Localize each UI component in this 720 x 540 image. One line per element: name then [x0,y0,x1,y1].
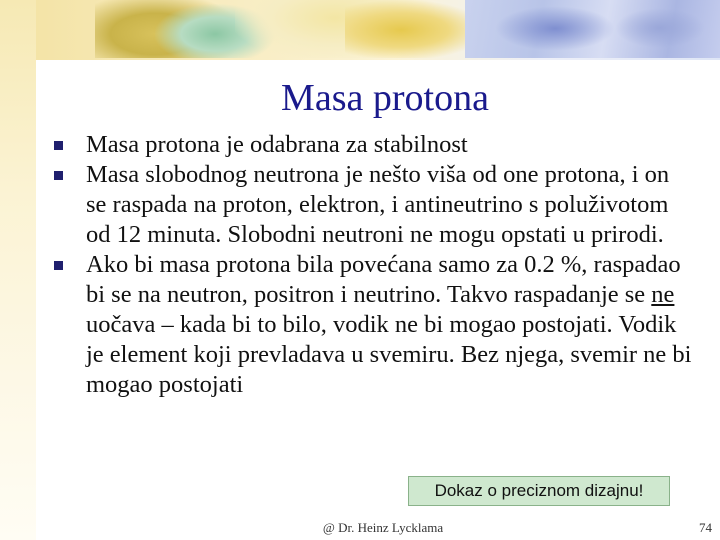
bullet-item-3 [52,250,692,400]
bullet-text-1: Masa protona je odabrana za stabilnost [86,131,468,158]
callout-box: Dokaz o preciznom dizajnu! [408,476,670,506]
bullet-text-2: Masa slobodnog neutrona je nešto viša od one protona, i on se raspada na proton, elektron, i antineutrino s poluživotom od 12 minuta. Slobodni neutroni ne mogu opstati u prirodi. [86,161,670,248]
square-bullet-icon [54,261,63,270]
bullet-item-1 [52,130,692,160]
page-number: 74 [699,520,712,535]
square-bullet-icon [54,141,63,150]
bullet-item-2 [52,160,692,250]
underlined-word: ne [651,281,675,308]
bullet-list [52,130,692,400]
footer-author: @ Dr. Heinz Lycklama [322,520,444,535]
bullet-text-3a: Ako bi masa protona bila povećana samo za 0.2 %, raspadao bi se na neutron, positron i neutrino. Takvo raspadanje se [86,251,681,308]
header-image-collage [95,0,720,58]
bullet-text-3b: uočava – kada bi to bilo, vodik ne bi mogao postojati. Vodik je element koji prevladava u svemiru. Bez njega, svemir ne bi mogao postojati [86,311,692,398]
slide-title: Masa protona [281,77,489,119]
square-bullet-icon [54,171,63,180]
